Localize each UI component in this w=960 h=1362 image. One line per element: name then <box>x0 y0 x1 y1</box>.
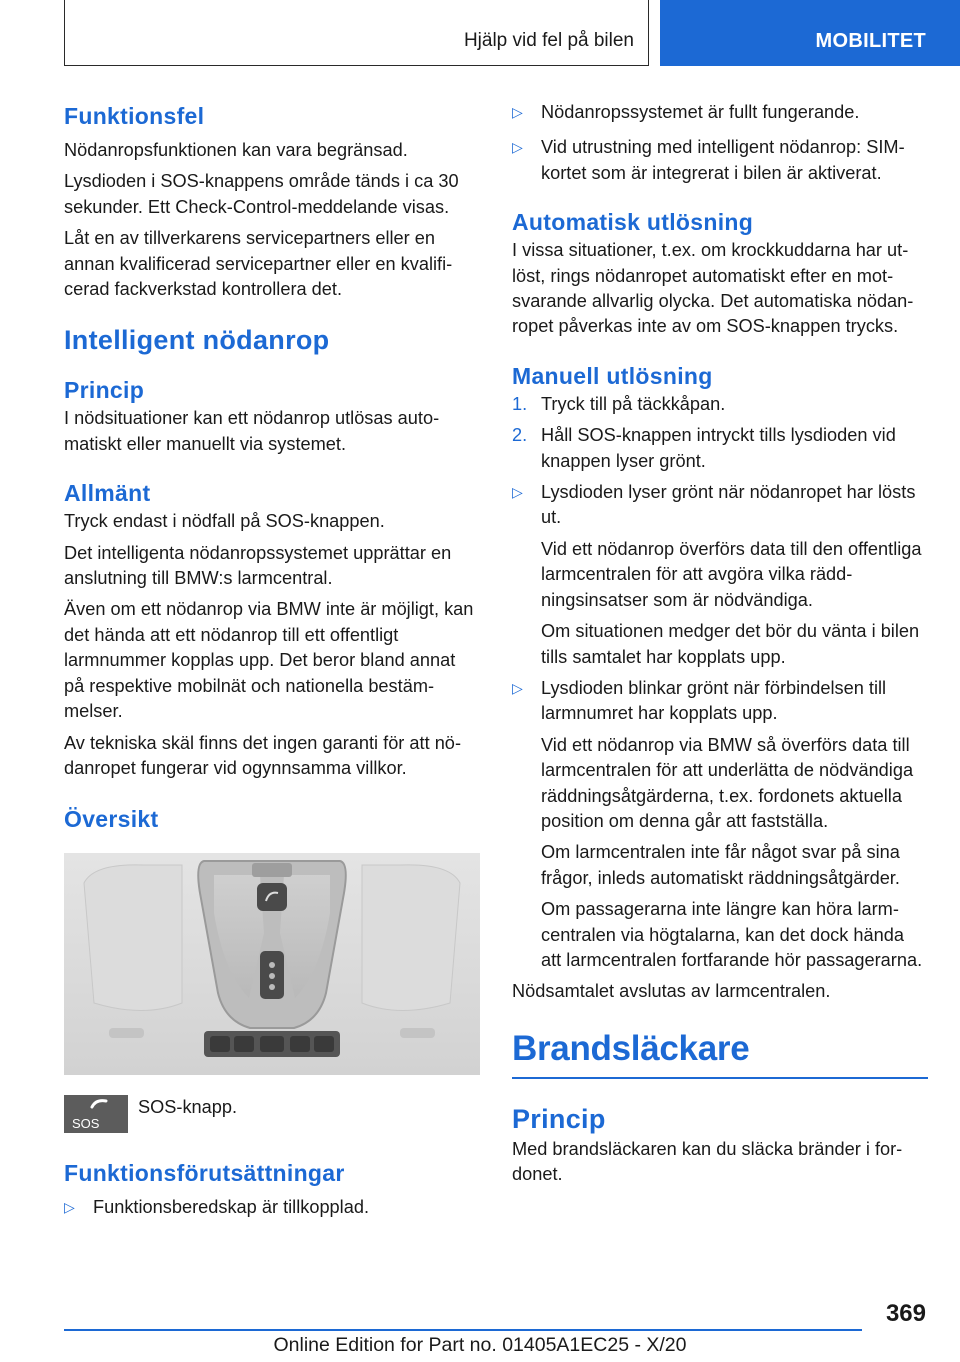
indented-paragraph: Om larmcentralen inte får något svar på sina frågor, inleds automatiskt räddningsåtgärder. <box>541 842 900 888</box>
list-item: ▷ Lysdioden blinkar grönt när förbindelsen till larmnumret har kopplats upp. <box>512 677 887 724</box>
legend-text: SOS-knapp. <box>138 1097 238 1118</box>
roof-console-photo <box>64 853 480 1075</box>
paragraph: Med brandsläckaren kan du släcka bränder i fordonet. <box>512 1138 903 1185</box>
step-item: 1. Tryck till på täckkåpan. <box>512 392 928 417</box>
sos-button-icon <box>64 1095 128 1133</box>
heading-funktionsforutsattningar: Funktionsförutsättningar <box>64 1160 345 1187</box>
paragraph: Det intelligenta nödanropssystemet upprättar en anslutning till BMW:s larmcentral. <box>64 542 452 589</box>
chapter-title: Hjälp vid fel på bilen <box>463 30 634 51</box>
step-number: 1. <box>512 393 528 414</box>
heading-funktionsfel: Funktionsfel <box>64 103 205 129</box>
triangle-bullet-icon: ▷ <box>512 139 523 156</box>
left-column <box>64 100 480 1221</box>
paragraph: Lysdioden i SOS-knappens område tänds i ca 30 sekunder. Ett Check-Control-meddelande visas. <box>64 171 459 217</box>
page-number: 369 <box>885 1300 926 1327</box>
photo-legend <box>64 1095 480 1133</box>
paragraph: Även om ett nödanrop via BMW inte är möjligt, kan det hända att ett nödanrop till ett offentligt larmnummer kopplas upp. Det beror bland annat på respektive mobilnät och nationella bestämmelser. <box>64 599 474 722</box>
right-column <box>512 100 928 1188</box>
paragraph: Nödsamtalet avslutas av larmcentralen. <box>512 981 831 1002</box>
paragraph: Tryck endast i nödfall på SOS-knappen. <box>64 511 385 532</box>
paragraph: I vissa situationer, t.ex. om krockkuddarna har utlöst, rings nödanropet automatiskt efter en motsvarande allvarlig olycka. Det automatiska nödanropet påverkas inte av om SOS-knappen trycks. <box>512 240 914 337</box>
triangle-bullet-icon: ▷ <box>512 104 523 120</box>
heading-rule <box>512 1077 928 1079</box>
paragraph: I nödsituationer kan ett nödanrop utlösas automatiskt eller manuellt via systemet. <box>64 408 440 454</box>
list-item: ▷ Lysdioden lyser grönt när nödanropet har lösts ut. <box>512 482 916 528</box>
heading-brandslackare: Brandsläckare <box>512 1028 750 1068</box>
heading-princip: Princip <box>512 1103 606 1134</box>
paragraph: Nödanropsfunktionen kan vara begränsad. <box>64 140 408 160</box>
list-item: ▷ Nödanropssystemet är fullt fungerande. <box>512 100 928 125</box>
heading-allmant: Allmänt <box>64 480 151 507</box>
paragraph: Av tekniska skäl finns det ingen garanti för att nödanropet fungerar vid ogynnsamma villkor. <box>64 732 461 778</box>
step-number: 2. <box>512 425 528 446</box>
indented-paragraph: Om situationen medger det bör du vänta i bilen tills samtalet har kopplats upp. <box>541 621 920 667</box>
header-section-tab <box>660 0 960 66</box>
indented-paragraph: Vid ett nödanrop överförs data till den offentliga larmcentralen för att avgöra vilka räddningsinsatser som är nödvändiga. <box>541 538 922 610</box>
indented-paragraph: Vid ett nödanrop via BMW så överförs data till larmcentralen för att underlätta de nödvändiga räddningsåtgärderna, t.ex. fordonets aktuella position om denna går att fastställa. <box>541 734 914 831</box>
heading-manuell-utlosning: Manuell utlösning <box>512 362 713 389</box>
heading-princip: Princip <box>64 377 145 404</box>
indented-paragraph: Om passagerarna inte längre kan höra larmcentralen via högtalarna, kan det dock hända att larmcentralen fortfarande hör passagerarna. <box>541 899 923 970</box>
heading-oversikt: Översikt <box>64 806 159 833</box>
paragraph: Låt en av tillverkarens servicepartners eller en annan kvalificerad servicepartner eller en kvalificerad fackverkstad kontrollera det. <box>64 228 453 300</box>
triangle-bullet-icon: ▷ <box>512 484 523 501</box>
triangle-bullet-icon: ▷ <box>512 679 523 696</box>
heading-intelligent-nodanrop: Intelligent nödanrop <box>64 325 330 356</box>
edition-footer: Online Edition for Part no. 01405A1EC25 - X/20 <box>273 1334 687 1356</box>
heading-automatisk-utlosning: Automatisk utlösning <box>512 209 754 236</box>
svg-text:SOS: SOS <box>72 1116 100 1132</box>
step-item: 2. Håll SOS-knappen intryckt tills lysdioden vid knappen lyser grönt. <box>512 425 896 471</box>
section-label: MOBILITET <box>815 30 926 52</box>
header-title-box <box>64 0 649 66</box>
triangle-bullet-icon: ▷ <box>64 1199 75 1216</box>
list-item: ▷ Funktionsberedskap är tillkopplad. <box>64 1195 480 1220</box>
footer-rule <box>64 1329 862 1331</box>
list-item: ▷ Vid utrustning med intelligent nödanrop: SIM-kortet som är integrerat i bilen är aktiverat. <box>512 137 905 183</box>
